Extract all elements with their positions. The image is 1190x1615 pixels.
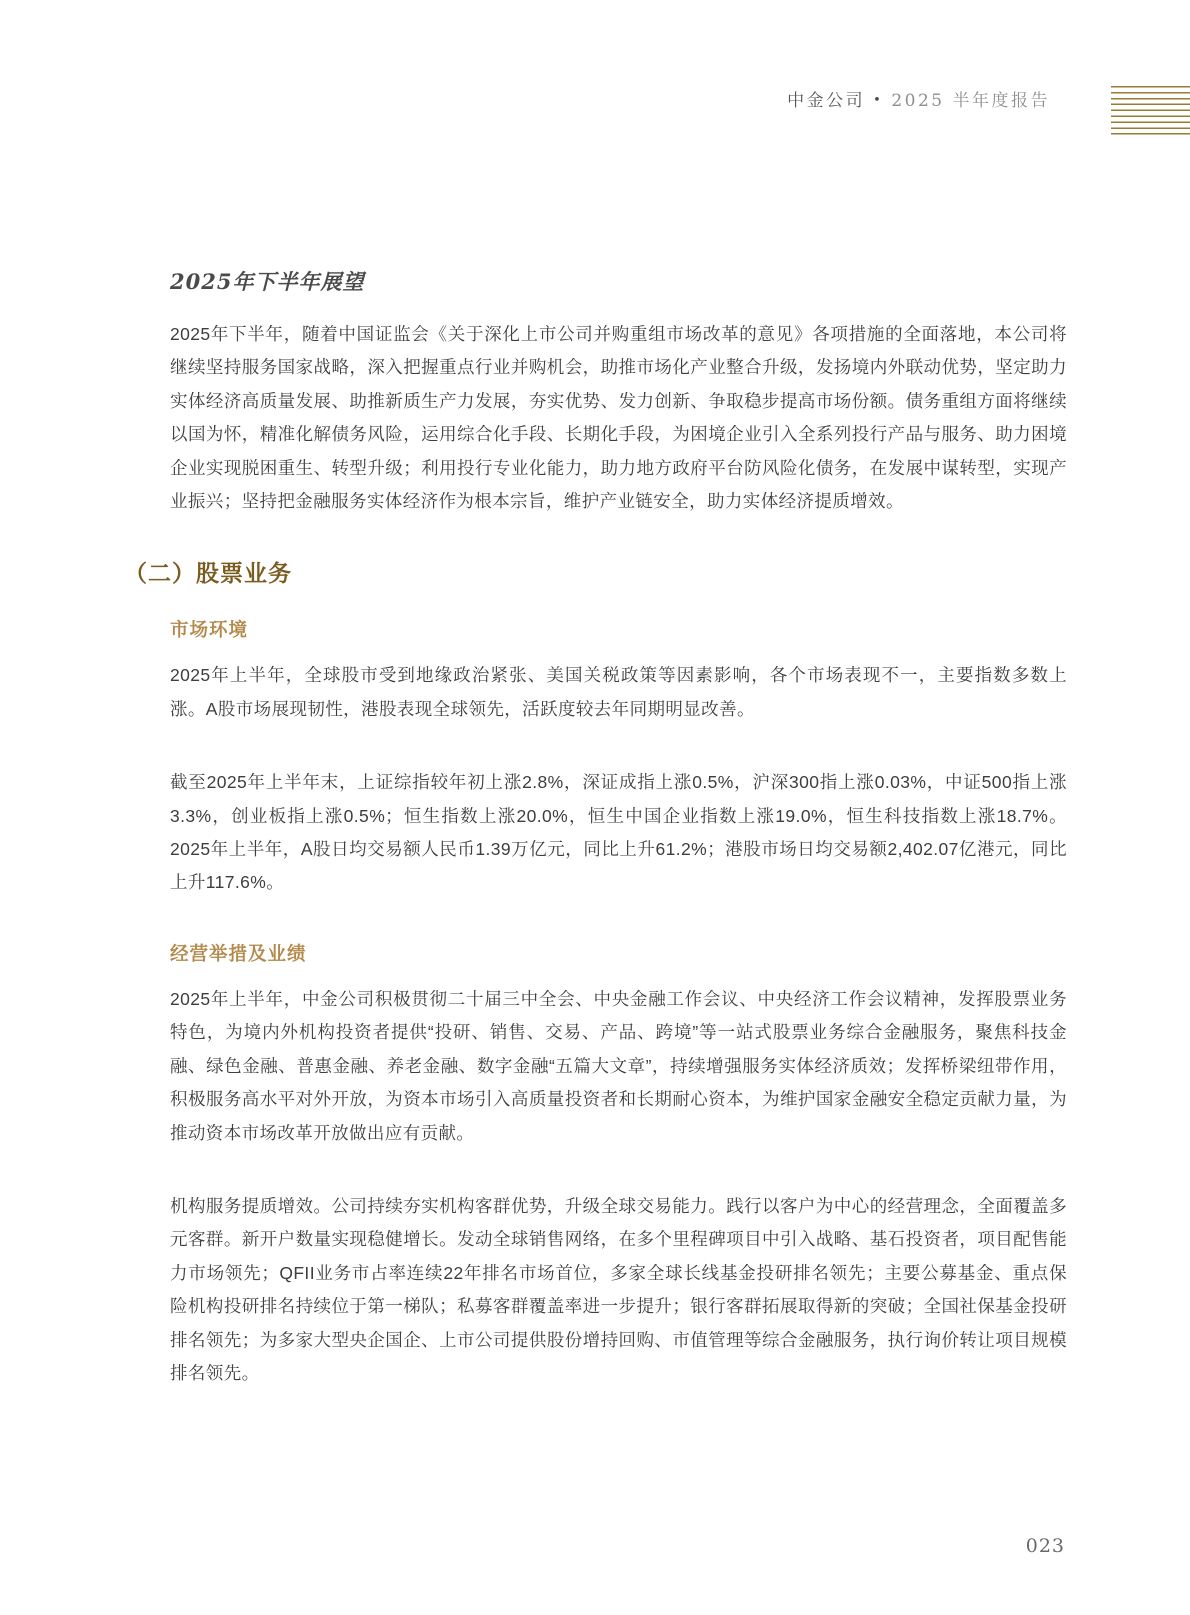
header-lines-decoration [1111,86,1190,135]
page-content [124,266,1067,1430]
header-company-name: 中金公司 [787,91,866,111]
market-paragraph-1: 2025年上半年，全球股市受到地缘政治紧张、美国关税政策等因素影响，各个市场表现不一，主要指数多数上涨。A股市场展现韧性，港股表现全球领先，活跃度较去年同期明显改善。 [170,665,1067,719]
market-paragraph-2: 截至2025年上半年末，上证综指较年初上涨2.8%，深证成指上涨0.5%，沪深300指上涨0.03%，中证500指上涨3.3%，创业板指上涨0.5%；恒生指数上涨20.0%，恒生中国企业指数上涨19.0%，恒生科技指数上涨18.7%。2025年上半年，A股日均交易额人民币1.39万亿元，同比上升61.2%；港股市场日均交易额2,402.07亿港元，同比上升117.6%。 [170,772,1067,893]
header-separator-dot: • [873,93,884,108]
subheading-operations-results: 经营举措及业绩 [170,942,307,964]
outlook-paragraph: 2025年下半年，随着中国证监会《关于深化上市公司并购重组市场改革的意见》各项措施的全面落地，本公司将继续坚持服务国家战略，深入把握重点行业并购机会，助推市场化产业整合升级，发扬境内外联动优势，坚定助力实体经济高质量发展、助推新质生产力发展，夯实优势、发力创新、争取稳步提高市场份额。债务重组方面将继续以国为怀，精准化解债务风险，运用综合化手段、长期化手段，为困境企业引入全系列投行产品与服务、助力困境企业实现脱困重生、转型升级；利用投行专业化能力，助力地方政府平台防风险化债务，在发展中谋转型，实现产业振兴；坚持把金融服务实体经济作为根本宗旨，维护产业链安全，助力实体经济提质增效。 [170,324,1067,512]
page-number: 023 [1025,1535,1065,1557]
operations-paragraph-1: 2025年上半年，中金公司积极贯彻二十届三中全会、中央金融工作会议、中央经济工作会议精神，发挥股票业务特色，为境内外机构投资者提供“投研、销售、交易、产品、跨境”等一站式股票业务综合金融服务，聚焦科技金融、绿色金融、普惠金融、养老金融、数字金融“五篇大文章”，持续增强服务实体经济质效；发挥桥梁纽带作用，积极服务高水平对外开放，为资本市场引入高质量投资者和长期耐心资本，为维护国家金融安全稳定贡献力量，为推动资本市场改革开放做出应有贡献。 [170,988,1067,1143]
header-report-title: 2025 半年度报告 [891,91,1050,111]
operations-paragraph-2: 机构服务提质增效。公司持续夯实机构客群优势，升级全球交易能力。践行以客户为中心的经营理念，全面覆盖多元客群。新开户数量实现稳健增长。发动全球销售网络，在多个里程碑项目中引入战略、基石投资者，项目配售能力市场领先；QFII业务市占率连续22年排名市场首位，多家全球长线基金投研排名领先；主要公募基金、重点保险机构投研排名持续位于第一梯队；私募客群覆盖率进一步提升；银行客群拓展取得新的突破；全国社保基金投研排名领先；为多家大型央企国企、上市公司提供股份增持回购、市值管理等综合金融服务，执行询价转让项目规模排名领先。 [170,1195,1067,1383]
subheading-market-environment: 市场环境 [170,619,249,641]
running-header [787,86,1050,111]
outlook-title: 2025年下半年展望 [170,269,365,294]
section-heading-equities: （二）股票业务 [124,560,292,587]
